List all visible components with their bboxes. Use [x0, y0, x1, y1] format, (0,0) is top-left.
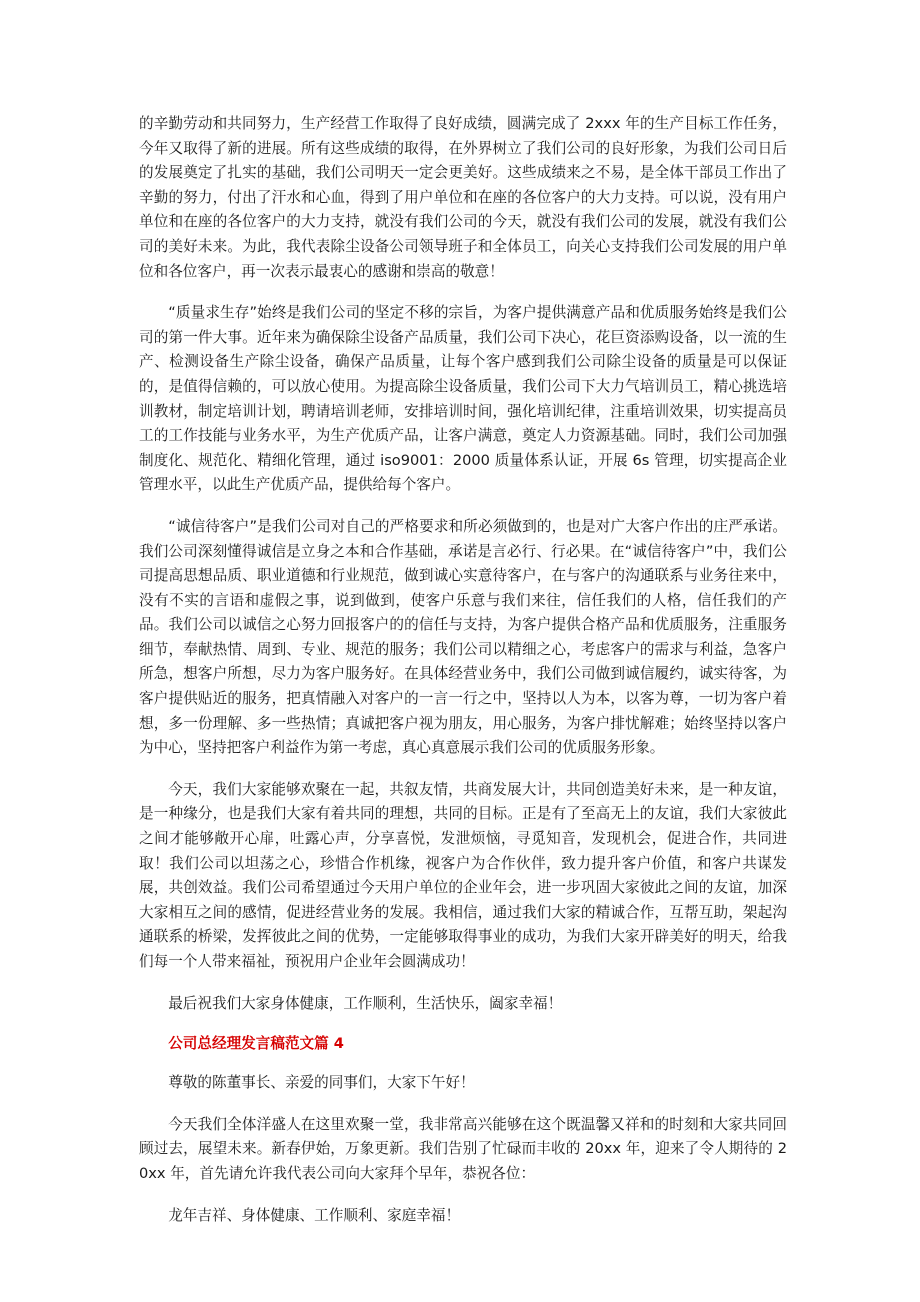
- section-heading: 公司总经理发言稿范文篇 4: [168, 1035, 344, 1053]
- paragraph-greeting: 尊敬的陈董事长、亲爱的同事们，大家下午好！: [168, 1074, 475, 1092]
- paragraph-friendship: 今天，我们大家能够欢聚在一起，共叙友情，共商发展大计，共同创造美好未来，是一种友谊，是一种缘分，也是我们大家有着共同的理想，共同的目标。正是有了至高无上的友谊，我们大家彼此之间才能够敞开心扉，吐露心声，分享喜悦，发泄烦恼，寻觅知音，发现机会，促进合作，共同进取！我们公司以坦荡之心，珍惜合作机缘，视客户为合作伙伴，致力提升客户价值，和客户共谋发展，共创效益。我们公司希望通过今天用户单位的企业年会，进一步巩固大家彼此之间的友谊，加深大家相互之间的感情，促进经营业务的发展。我相信，通过我们大家的精诚合作，互帮互助，架起沟通联系的桥梁，发挥彼此之间的优势，一定能够取得事业的成功，为我们大家开辟美好的明天，给我们每一个人带来福祉，预祝用户企业年会圆满成功！: [139, 780, 787, 970]
- paragraph-blessings: 龙年吉祥、身体健康、工作顺利、家庭幸福！: [168, 1206, 461, 1224]
- paragraph-closing-wishes: 最后祝我们大家身体健康，工作顺利，生活快乐，阖家幸福！: [168, 994, 563, 1012]
- paragraph-opening-gratitude: 的辛勤劳动和共同努力，生产经营工作取得了良好成绩，圆满完成了 2xxx 年的生产目标工作任务，今年又取得了新的进展。所有这些成绩的取得，在外界树立了我们公司的良好形象，为我们公司日后的发展奠定了扎实的基础，我们公司明天一定会更美好。这些成绩来之不易，是全体干部员工作出了辛勤的努力，付出了汗水和心血，得到了用户单位和在座的各位客户的大力支持。可以说，没有用户单位和在座的各位客户的大力支持，就没有我们公司的今天，就没有我们公司的发展，就没有我们公司的美好未来。为此，我代表除尘设备公司领导班子和全体员工，向关心支持我们公司发展的用户单位和各位客户，再一次表示最衷心的感谢和崇高的敬意！: [139, 115, 787, 280]
- paragraph-quality: “质量求生存”始终是我们公司的坚定不移的宗旨，为客户提供满意产品和优质服务始终是我们公司的第一件大事。近年来为确保除尘设备产品质量，我们公司下决心，花巨资添购设备，以一流的生产、检测设备生产除尘设备，确保产品质量，让每个客户感到我们公司除尘设备的质量是可以保证的，是值得信赖的，可以放心使用。为提高除尘设备质量，我们公司下大力气培训员工，精心挑选培训教材，制定培训计划，聘请培训老师，安排培训时间，强化培训纪律，注重培训效果，切实提高员工的工作技能与业务水平，为生产优质产品，让客户满意，奠定人力资源基础。同时，我们公司加强制度化、规范化、精细化管理，通过 iso9001：2000 质量体系认证，开展 6s 管理，切实提高企业管理水平，以此生产优质产品，提供给每个客户。: [139, 304, 787, 494]
- paragraph-new-year: 今天我们全体洋盛人在这里欢聚一堂，我非常高兴能够在这个既温馨又祥和的时刻和大家共同回顾过去，展望未来。新春伊始，万象更新。我们告别了忙碌而丰收的 20xx 年，迎来了令人期待的 20xx 年，首先请允许我代表公司向大家拜个早年，恭祝各位：: [139, 1115, 787, 1182]
- paragraph-integrity: “诚信待客户”是我们公司对自己的严格要求和所必须做到的，也是对广大客户作出的庄严承诺。我们公司深刻懂得诚信是立身之本和合作基础，承诺是言必行、行必果。在“诚信待客户”中，我们公司提高思想品质、职业道德和行业规范，做到诚心实意待客户，在与客户的沟通联系与业务往来中，没有不实的言语和虚假之事，说到做到，使客户乐意与我们来往，信任我们的人格，信任我们的产品。我们公司以诚信之心努力回报客户的的信任与支持，为客户提供合格产品和优质服务，注重服务细节，奉献热情、周到、专业、规范的服务；我们公司以精细之心，考虑客户的需求与利益，急客户所急，想客户所想，尽力为客户服务好。在具体经营业务中，我们公司做到诚信履约，诚实待客，为客户提供贴近的服务，把真情融入对客户的一言一行之中，坚持以人为本，以客为尊，一切为客户着想，多一份理解、多一些热情；真诚把客户视为朋友，用心服务，为客户排忧解难；始终坚持以客户为中心，坚持把客户利益作为第一考虑，真心真意展示我们公司的优质服务形象。: [139, 517, 787, 757]
- document-page: [139, 112, 787, 1245]
